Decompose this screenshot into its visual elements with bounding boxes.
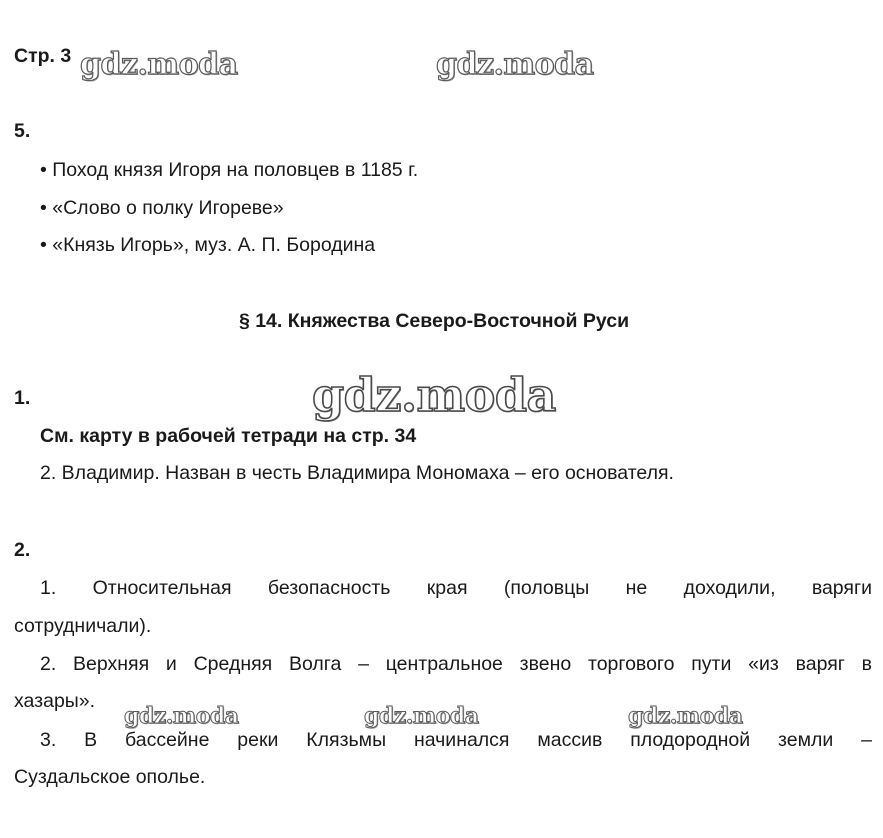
paragraph-1-line-2: сотрудничали). [14,615,152,637]
watermark-logo: gdz.moda [80,47,238,82]
list-item: • Поход князя Игоря на половцев в 1185 г. [40,159,419,181]
page-label: Стр. 3 [14,45,72,67]
paragraph-3-line-2: Суздальское ополье. [14,766,206,788]
watermark-logo: gdz.moda [312,368,556,422]
watermark-logo: gdz.moda [436,47,594,82]
map-note: См. карту в рабочей тетради на стр. 34 [40,425,417,447]
watermark-logo: gdz.moda [628,703,743,729]
paragraph-2-line-2: хазары». [14,690,96,712]
question-number-2: 2. [14,539,31,561]
watermark-logo: gdz.moda [364,703,479,729]
paragraph-2-line-1: 2. Верхняя и Средняя Волга – центральное звено торгового пути «из варяг в [40,653,872,675]
watermark-logo: gdz.moda [124,703,239,729]
paragraph-1-line-1: 1. Относительная безопасность края (половцы не доходили, варяги [40,577,872,599]
task-number-5: 5. [14,120,31,142]
list-item: • «Слово о полку Игореве» [40,197,284,219]
question-number-1: 1. [14,387,31,409]
paragraph-3-line-1: 3. В бассейне реки Клязьмы начинался массив плодородной земли – [40,729,872,751]
list-item: • «Князь Игорь», муз. А. П. Бородина [40,234,376,256]
answer-text: 2. Владимир. Назван в честь Владимира Мономаха – его основателя. [40,462,674,484]
section-title: § 14. Княжества Северо-Восточной Руси [238,310,630,332]
